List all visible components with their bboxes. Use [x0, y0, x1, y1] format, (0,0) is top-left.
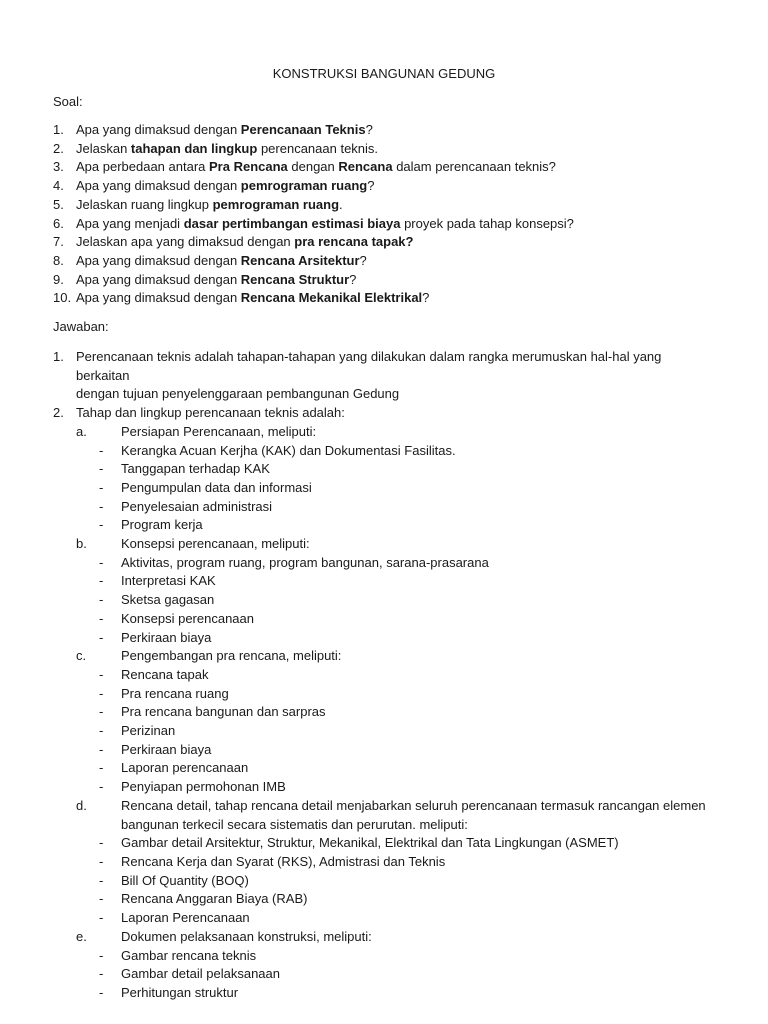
bullet-dash: -: [99, 947, 104, 963]
question-keyword: pra rencana tapak?: [294, 234, 414, 250]
bullet-text: Gambar detail Arsitektur, Struktur, Mekanikal, Elektrikal dan Tata Lingkungan (ASMET): [121, 835, 619, 851]
bullet-dash: -: [99, 853, 104, 869]
bullet-item: [53, 666, 713, 685]
question-text-part: ?: [365, 122, 373, 137]
question-text-part: dengan: [287, 159, 339, 175]
question-text-part: ?: [359, 252, 367, 268]
bullet-item: [53, 629, 713, 648]
question-item: [53, 289, 713, 308]
subitem-text: Pengembangan pra rencana, meliputi:: [121, 648, 342, 664]
bullet-dash: -: [99, 629, 104, 645]
question-text-part: ?: [349, 271, 357, 287]
answer-item: [53, 404, 713, 423]
bullet-item: [53, 965, 713, 984]
bullet-dash: -: [99, 704, 104, 720]
bullet-item: [53, 872, 713, 891]
bullet-dash: -: [99, 666, 104, 682]
answer-subitem: [53, 535, 713, 554]
question-text-part: Apa perbedaan antara: [76, 159, 209, 175]
bullet-item: [53, 890, 713, 909]
bullet-dash: -: [99, 741, 104, 757]
answer-subitem: [53, 423, 713, 442]
question-keyword: tahapan dan lingkup: [130, 140, 258, 156]
answer-number: 2.: [53, 405, 64, 421]
answer-text: Tahap dan lingkup perencanaan teknis adalah:: [76, 405, 345, 421]
bullet-text: Aktivitas, program ruang, program bangunan, sarana-prasarana: [121, 554, 489, 570]
question-text-part: Apa yang menjadi: [76, 215, 184, 231]
bullet-item: [53, 778, 713, 797]
bullet-item: [53, 947, 713, 966]
bullet-item: [53, 554, 713, 573]
question-keyword: Rencana Arsitektur: [240, 252, 360, 268]
question-number: 3.: [53, 159, 64, 175]
question-item: [53, 158, 713, 177]
bullet-text: Penyiapan permohonan IMB: [121, 779, 286, 795]
bullet-text: Laporan perencanaan: [121, 760, 249, 776]
question-text-part: ?: [422, 290, 430, 306]
question-text-part: perencanaan teknis.: [257, 140, 379, 156]
bullet-dash: -: [99, 592, 104, 608]
question-keyword: dasar pertimbangan estimasi biaya: [183, 215, 401, 231]
subitem-text: Konsepsi perencanaan, meliputi:: [121, 536, 310, 552]
question-keyword: Rencana Mekanikal Elektrikal: [240, 290, 423, 306]
bullet-text: Perkiraan biaya: [121, 629, 212, 645]
bullet-dash: -: [99, 461, 104, 477]
bullet-item: [53, 610, 713, 629]
bullet-item: [53, 853, 713, 872]
question-text-part: Apa yang dimaksud dengan: [76, 290, 241, 306]
bullet-text: Interpretasi KAK: [121, 573, 216, 589]
bullet-dash: -: [99, 685, 104, 701]
document-title: KONSTRUKSI BANGUNAN GEDUNG: [272, 66, 496, 81]
bullet-dash: -: [99, 910, 104, 926]
question-number: 5.: [53, 196, 64, 212]
jawaban-heading: Jawaban:: [53, 319, 109, 334]
question-keyword: pemrograman ruang: [240, 178, 368, 194]
bullet-dash: -: [99, 610, 104, 626]
bullet-dash: -: [99, 779, 104, 795]
bullet-dash: -: [99, 498, 104, 514]
question-keyword: Rencana Struktur: [240, 271, 350, 287]
subitem-letter: e.: [76, 928, 87, 944]
bullet-item: [53, 685, 713, 704]
question-text-part: Jelaskan ruang lingkup: [76, 196, 213, 212]
bullet-item: [53, 703, 713, 722]
question-keyword: Pra Rencana: [209, 159, 288, 175]
answer-subitem: [53, 928, 713, 947]
bullet-item: [53, 984, 713, 1003]
question-text-part: Apa yang dimaksud dengan: [76, 271, 241, 287]
bullet-dash: -: [99, 723, 104, 739]
bullet-text: Rencana Kerja dan Syarat (RKS), Admistrasi dan Teknis: [121, 853, 446, 869]
question-list: [53, 121, 713, 308]
bullet-item: [53, 442, 713, 461]
bullet-dash: -: [99, 479, 104, 495]
question-text: [53, 252, 713, 271]
question-text: [53, 140, 713, 159]
question-text: [53, 271, 713, 290]
bullet-item: [53, 722, 713, 741]
question-keyword: Perencanaan Teknis: [240, 122, 366, 137]
question-item: [53, 271, 713, 290]
bullet-text: Pra rencana ruang: [121, 685, 229, 701]
bullet-item: [53, 909, 713, 928]
subitem-text: Dokumen pelaksanaan konstruksi, meliputi:: [121, 928, 372, 944]
question-text: [53, 158, 713, 177]
question-text: [53, 233, 713, 252]
answer-subitem: [53, 647, 713, 666]
bullet-item: [53, 479, 713, 498]
question-text-part: ?: [367, 178, 375, 194]
bullet-text: Perhitungan struktur: [121, 984, 239, 1000]
question-number: 2.: [53, 140, 64, 156]
question-item: [53, 140, 713, 159]
question-number: 7.: [53, 234, 64, 250]
bullet-text: Penyelesaian administrasi: [121, 498, 273, 514]
bullet-text: Gambar rencana teknis: [121, 947, 257, 963]
bullet-dash: -: [99, 966, 104, 982]
subitem-letter: d.: [76, 797, 87, 813]
subitem-letter: c.: [76, 648, 87, 664]
question-item: [53, 233, 713, 252]
bullet-text: Perkiraan biaya: [121, 741, 212, 757]
question-keyword: Rencana: [338, 159, 393, 175]
bullet-text: Bill Of Quantity (BOQ): [121, 872, 249, 888]
bullet-dash: -: [99, 517, 104, 533]
soal-heading: Soal:: [53, 94, 83, 109]
question-number: 9.: [53, 271, 64, 287]
question-text-part: Apa yang dimaksud dengan: [76, 178, 241, 194]
answer-text: dengan tujuan penyelenggaraan pembangunan Gedung: [76, 386, 400, 402]
question-text-part: Jelaskan apa yang dimaksud dengan: [76, 234, 295, 250]
question-item: [53, 196, 713, 215]
question-number: 8.: [53, 252, 64, 268]
bullet-text: Tanggapan terhadap KAK: [121, 461, 270, 477]
subitem-text: bangunan terkecil secara sistematis dan perurutan. meliputi:: [121, 816, 468, 832]
question-item: [53, 121, 713, 140]
bullet-item: [53, 591, 713, 610]
bullet-text: Konsepsi perencanaan: [121, 610, 254, 626]
bullet-text: Pra rencana bangunan dan sarpras: [121, 704, 326, 720]
question-text-part: Apa yang dimaksud dengan: [76, 122, 241, 137]
bullet-text: Gambar detail pelaksanaan: [121, 966, 280, 982]
answer-text: Perencanaan teknis adalah tahapan-tahapan yang dilakukan dalam rangka merumuskan hal-hal yang berkaitan: [76, 349, 662, 383]
subitem-text: Persiapan Perencanaan, meliputi:: [121, 423, 317, 439]
bullet-dash: -: [99, 573, 104, 589]
subitem-letter: a.: [76, 423, 87, 439]
bullet-dash: -: [99, 442, 104, 458]
bullet-item: [53, 460, 713, 479]
bullet-text: Sketsa gagasan: [121, 592, 215, 608]
question-item: [53, 252, 713, 271]
bullet-text: Program kerja: [121, 517, 203, 533]
question-text: [53, 177, 713, 196]
question-text: [53, 215, 713, 234]
bullet-dash: -: [99, 760, 104, 776]
answer-item: [53, 348, 713, 404]
bullet-text: Perizinan: [121, 723, 176, 739]
bullet-text: Rencana Anggaran Biaya (RAB): [121, 891, 308, 907]
question-text-part: proyek pada tahap konsepsi?: [400, 215, 574, 231]
question-text: [53, 121, 713, 140]
answer-subitem: [53, 797, 713, 834]
question-item: [53, 177, 713, 196]
bullet-text: Pengumpulan data dan informasi: [121, 479, 312, 495]
bullet-item: [53, 741, 713, 760]
bullet-text: Rencana tapak: [121, 666, 209, 682]
bullet-text: Laporan Perencanaan: [121, 910, 250, 926]
question-text-part: dalam perencanaan teknis?: [392, 159, 556, 175]
bullet-item: [53, 498, 713, 517]
question-keyword: pemrograman ruang: [212, 196, 340, 212]
question-item: [53, 215, 713, 234]
question-text: [53, 196, 713, 215]
bullet-dash: -: [99, 984, 104, 1000]
bullet-dash: -: [99, 891, 104, 907]
bullet-dash: -: [99, 872, 104, 888]
question-text-part: Jelaskan: [76, 140, 131, 156]
question-text-part: .: [339, 196, 343, 212]
question-text: [53, 289, 713, 308]
question-number: 10.: [53, 290, 72, 306]
bullet-text: Kerangka Acuan Kerjha (KAK) dan Dokumentasi Fasilitas.: [121, 442, 456, 458]
question-text-part: Apa yang dimaksud dengan: [76, 252, 241, 268]
subitem-text: Rencana detail, tahap rencana detail menjabarkan seluruh perencanaan termasuk rancangan elemen: [121, 797, 706, 813]
question-number: 6.: [53, 215, 64, 231]
bullet-item: [53, 759, 713, 778]
bullet-item: [53, 572, 713, 591]
question-number: 1.: [53, 122, 64, 137]
bullet-dash: -: [99, 835, 104, 851]
bullet-item: [53, 834, 713, 853]
subitem-letter: b.: [76, 536, 87, 552]
answer-list: [53, 348, 713, 1003]
bullet-item: [53, 516, 713, 535]
question-number: 4.: [53, 178, 64, 194]
answer-number: 1.: [53, 349, 64, 364]
bullet-dash: -: [99, 554, 104, 570]
